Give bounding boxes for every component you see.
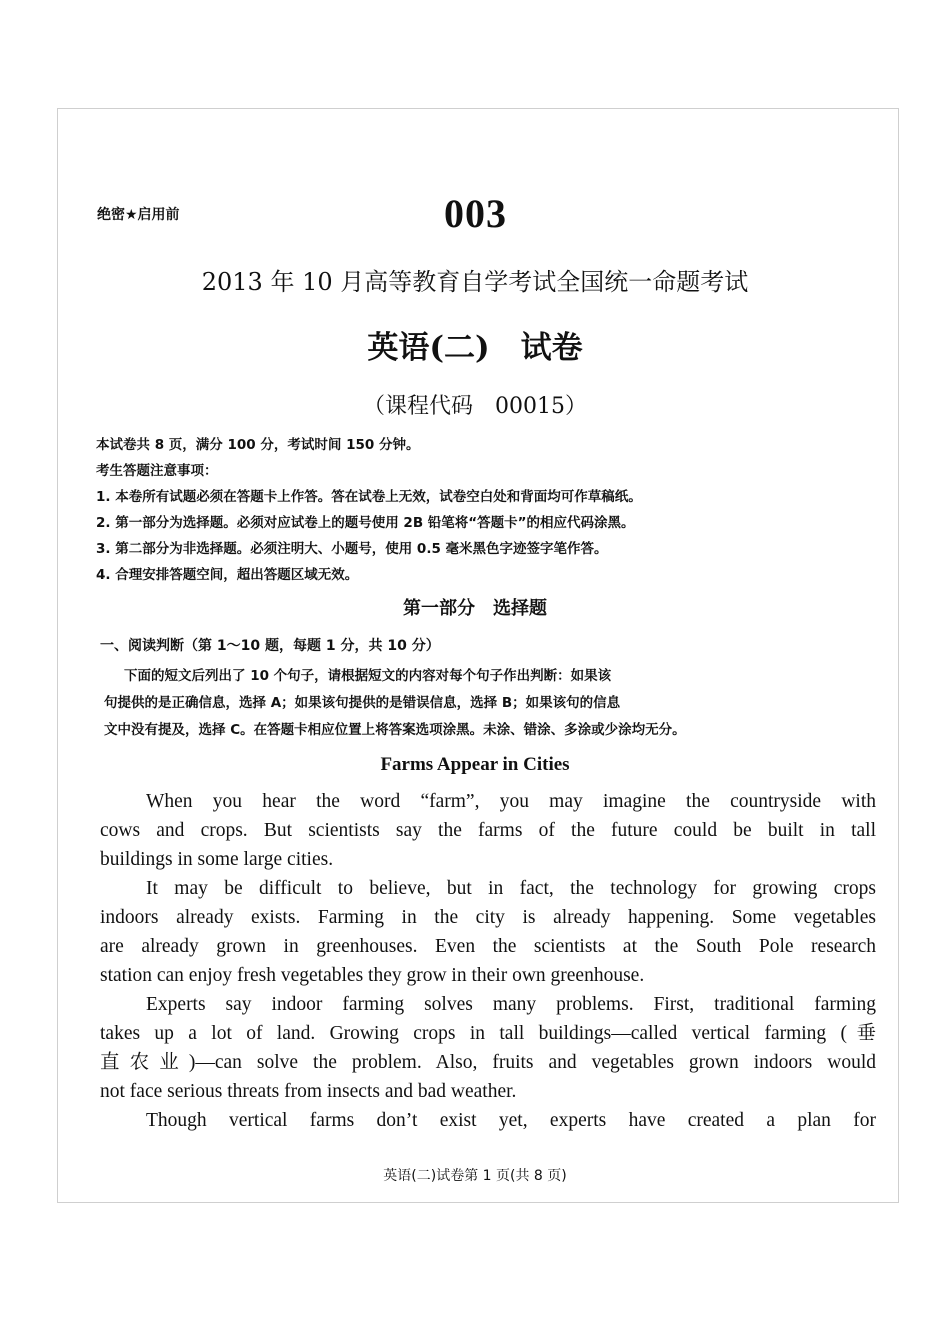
part-title: 第一部分 选择题 bbox=[403, 598, 547, 619]
instruction-line: 文中没有提及，选择 C。在答题卡相应位置上将答案选项涂黑。未涂、错涂、多涂或少涂均无分。 bbox=[104, 722, 686, 738]
passage-line: are already grown in greenhouses. Even the scientists at the South Pole research bbox=[100, 936, 876, 957]
passage-line: takes up a lot of land. Growing crops in tall buildings—called vertical farming (垂 bbox=[100, 1023, 876, 1044]
notes-heading: 考生答题注意事项： bbox=[96, 463, 218, 479]
subject-title: 英语(二) 试卷 bbox=[367, 330, 583, 366]
confidential-mark: 绝密★启用前 bbox=[97, 207, 180, 223]
section-instructions bbox=[104, 663, 884, 744]
passage-title: Farms Appear in Cities bbox=[380, 754, 570, 775]
passage-line: Though vertical farms don’t exist yet, experts have created a plan for bbox=[146, 1110, 876, 1131]
notes-summary: 本试卷共 8 页，满分 100 分，考试时间 150 分钟。 bbox=[96, 437, 420, 453]
passage-line: It may be difficult to believe, but in fact, the technology for growing crops bbox=[146, 878, 876, 899]
passage-line: station can enjoy fresh vegetables they grow in their own greenhouse. bbox=[100, 965, 645, 986]
passage-body bbox=[100, 787, 876, 1135]
instruction-line: 句提供的是正确信息，选择 A；如果该句提供的是错误信息，选择 B；如果该句的信息 bbox=[104, 695, 621, 711]
passage-line: cows and crops. But scientists say the farms of the future could be built in tall bbox=[100, 820, 876, 841]
exam-title: 2013 年 10 月高等教育自学考试全国统一命题考试 bbox=[201, 268, 749, 296]
passage-line: Experts say indoor farming solves many problems. First, traditional farming bbox=[146, 994, 876, 1015]
note-item: 1. 本卷所有试题必须在答题卡上作答。答在试卷上无效，试卷空白处和背面均可作草稿纸。 bbox=[96, 489, 642, 505]
page-footer: 英语(二)试卷第 1 页(共 8 页) bbox=[383, 1168, 567, 1184]
note-item: 3. 第二部分为非选择题。必须注明大、小题号，使用 0.5 毫米黑色字迹签字笔作答。 bbox=[96, 541, 608, 557]
exam-notes bbox=[96, 432, 886, 588]
passage-line: When you hear the word “farm”, you may imagine the countryside with bbox=[146, 791, 876, 812]
passage-line: indoors already exists. Farming in the city is already happening. Some vegetables bbox=[100, 907, 876, 928]
passage-line: 直农业)—can solve the problem. Also, fruits and vegetables grown indoors would bbox=[100, 1052, 876, 1073]
course-code: （课程代码 00015） bbox=[363, 394, 587, 419]
passage-line: buildings in some large cities. bbox=[100, 849, 334, 870]
note-item: 2. 第一部分为选择题。必须对应试卷上的题号使用 2B 铅笔将“答题卡”的相应代码涂黑。 bbox=[96, 515, 635, 531]
paper-code: 003 bbox=[444, 191, 507, 236]
note-item: 4. 合理安排答题空间，超出答题区域无效。 bbox=[96, 567, 359, 583]
instruction-line: 下面的短文后列出了 10 个句子，请根据短文的内容对每个句子作出判断：如果该 bbox=[124, 668, 612, 684]
passage-line: not face serious threats from insects and bad weather. bbox=[100, 1081, 517, 1102]
section-title: 一、阅读判断（第 1～10 题，每题 1 分，共 10 分） bbox=[100, 638, 440, 654]
